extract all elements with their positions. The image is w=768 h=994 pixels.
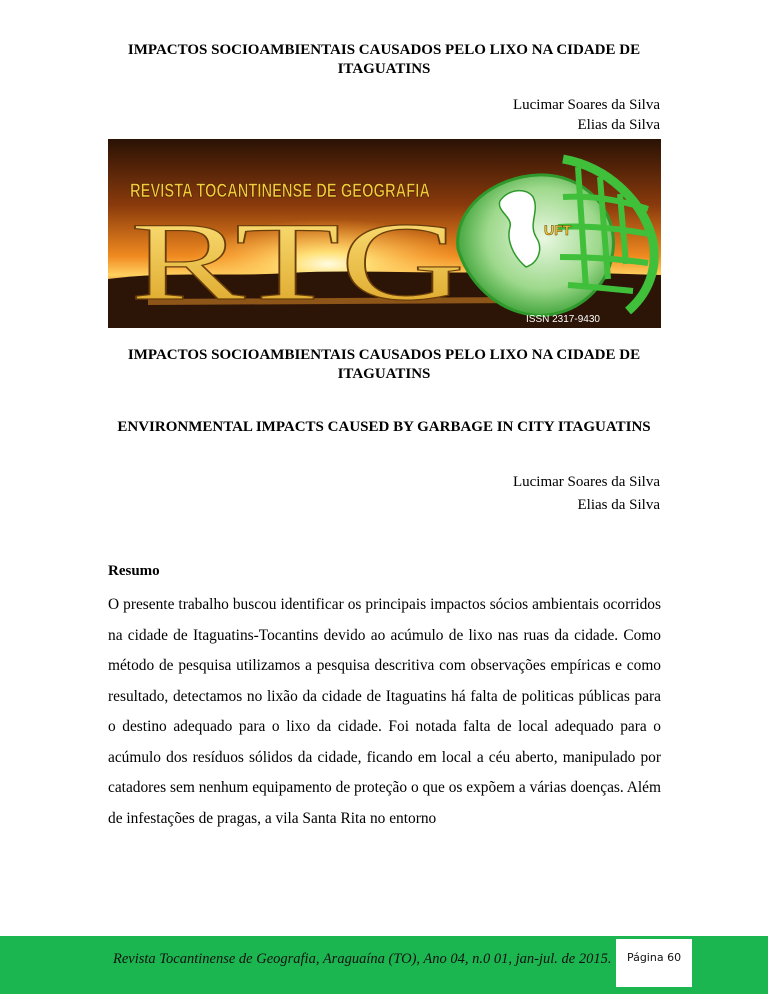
uft-logo: UFT	[544, 222, 572, 238]
journal-banner	[108, 139, 661, 328]
abstract-text: O presente trabalho buscou identificar os principais impactos sócios ambientais ocorridos na cidade de Itaguatins-Tocantins devido ao acúmulo de lixo nas ruas da cidade. Como método de pesquisa utilizamos a pesquisa descritiva com observações empíricas e como resultado, detectamos no lixão da cidade de Itaguatins há falta de politicas públicas para o destino adequado para o lixo da cidade. Foi notada falta de local adequado para o acúmulo dos resíduos sólidos da cidade, ficando em local a céu aberto, manipulado por catadores sem nenhum equipamento de proteção o que os expõem a várias doenças. Além de infestações de pragas, a vila Santa Rita no entorno	[108, 596, 661, 827]
page-number: Página 60	[626, 951, 682, 964]
footer-citation: Revista Tocantinense de Geografia, Araguaína (TO), Ano 04, n.0 01, jan-jul. de 2015.	[113, 951, 612, 967]
issn-label: ISSN 2317-9430	[526, 314, 600, 325]
article-title-en: ENVIRONMENTAL IMPACTS CAUSED BY GARBAGE IN CITY ITAGUATINS	[117, 419, 651, 435]
article-author-1: Lucimar Soares da Silva	[512, 474, 660, 490]
header-author-2: Elias da Silva	[577, 117, 660, 133]
header-author-1: Lucimar Soares da Silva	[512, 97, 660, 113]
abstract-heading: Resumo	[108, 563, 160, 579]
header-title: IMPACTOS SOCIOAMBIENTAIS CAUSADOS PELO LIXO NA CIDADE DE ITAGUATINS	[127, 42, 641, 77]
page-footer	[0, 936, 768, 994]
page-number-box	[616, 939, 692, 987]
article-author-2: Elias da Silva	[577, 497, 660, 513]
journal-acronym: RTG	[130, 200, 465, 324]
article-title-pt: IMPACTOS SOCIOAMBIENTAIS CAUSADOS PELO LIXO NA CIDADE DE ITAGUATINS	[127, 347, 641, 382]
journal-name: REVISTA TOCANTINENSE DE GEOGRAFIA	[130, 181, 431, 202]
